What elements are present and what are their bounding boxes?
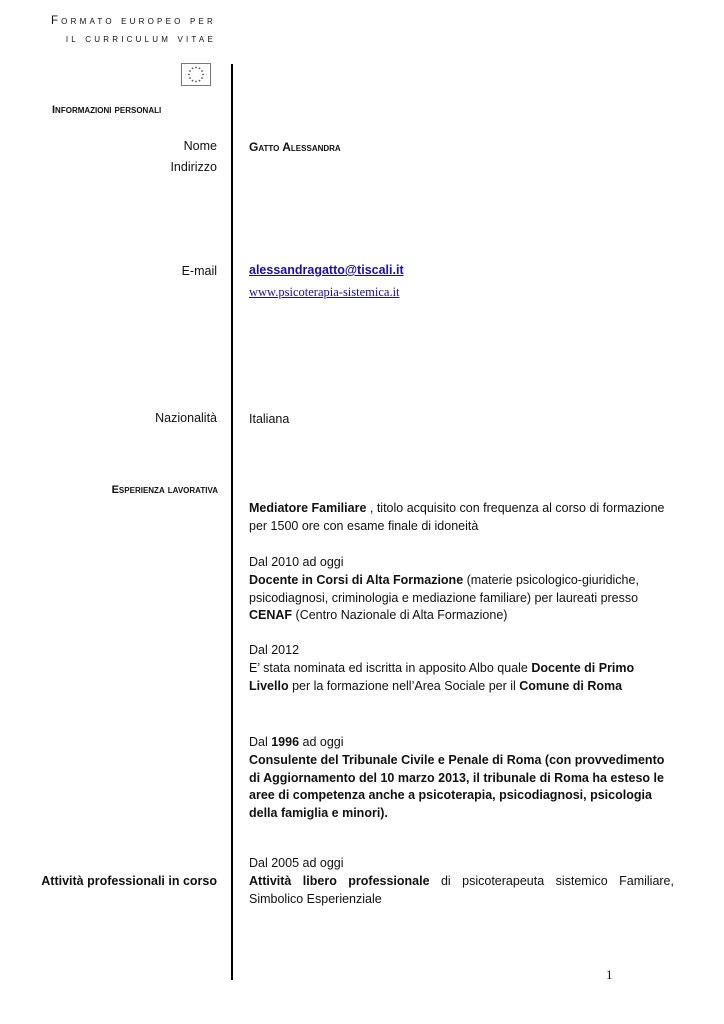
activities-label: Attività professionali in corso (41, 874, 217, 888)
entry3-text2: per la formazione nell’Area Sociale per il (288, 678, 520, 693)
cv-header-line1: Formato europeo per (50, 15, 216, 27)
entry1-title: Mediatore Familiare (249, 501, 367, 515)
name-label: Nome (183, 139, 217, 153)
activities-text: di psicoterapeuta sistemico Familiare, Simbolico Esperienziale (249, 874, 674, 906)
entry2-date: Dal 2010 ad oggi (249, 555, 344, 569)
eu-flag-icon (181, 63, 211, 86)
entry3-role: Docente di Primo Livello (249, 661, 635, 693)
email-label: E-mail (181, 264, 217, 278)
column-divider (231, 64, 233, 980)
experience-entry-3 (249, 660, 674, 695)
entry3-org: Comune di Roma (519, 678, 623, 693)
email-link[interactable]: alessandragatto@tiscali.it (249, 263, 404, 277)
activities-title: Attività libero professionale (249, 874, 430, 888)
entry4-date-year: 1996 (271, 735, 300, 749)
activities-date: Dal 2005 ad oggi (249, 856, 344, 870)
entry4-date-suffix: ad oggi (299, 735, 344, 749)
name-value: Gatto Alessandra (249, 140, 341, 154)
experience-entry-2 (249, 572, 674, 625)
entry3-text1: E’ stata nominata ed iscritta in apposito Albo quale (249, 661, 532, 675)
cv-header-line2: il curriculum vitae (65, 33, 216, 45)
entry2-title: Docente in Corsi di Alta Formazione (249, 573, 464, 587)
section-title-personal: Informazioni personali (52, 104, 162, 116)
experience-entry-4: Consulente del Tribunale Civile e Penale di Roma (con provvedimento di Aggiornamento del 10 marzo 2013, il tribunale di Roma ha esteso le aree di competenza anche a psicoterapia, psicodiagnosi, psicologia della famiglia e minori). (249, 753, 665, 820)
section-title-experience: Esperienza lavorativa (111, 484, 218, 496)
entry4-date (249, 734, 674, 752)
entry2-org: CENAF (249, 608, 293, 622)
page-number: 1 (606, 967, 613, 982)
entry1-text: , titolo acquisito con frequenza al corso di formazione per 1500 ore con esame finale di idoneità (249, 501, 665, 533)
entry2-text1: (materie psicologico-giuridiche, psicodiagnosi, criminologia e mediazione familiare) per laureati presso (249, 573, 639, 605)
entry2-text2: (Centro Nazionale di Alta Formazione) (292, 608, 508, 622)
website-link[interactable]: www.psicoterapia-sistemica.it (249, 285, 400, 299)
entry4-date-prefix: Dal (249, 735, 272, 749)
entry3-date: Dal 2012 (249, 643, 300, 657)
nationality-value: Italiana (249, 412, 290, 426)
nationality-label: Nazionalità (155, 411, 217, 425)
address-label: Indirizzo (170, 160, 217, 174)
experience-entry-1 (249, 500, 674, 535)
activities-entry (249, 873, 674, 908)
